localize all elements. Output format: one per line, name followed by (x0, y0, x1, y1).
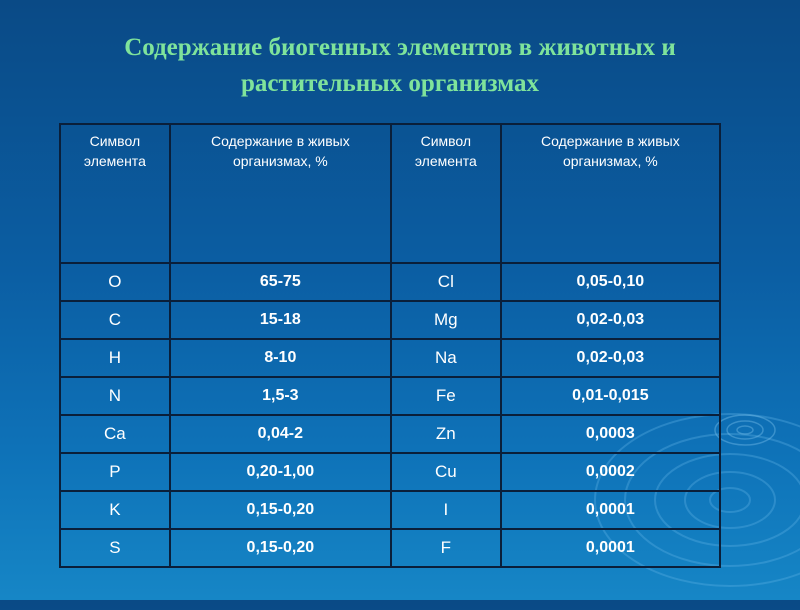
table-row (60, 415, 720, 453)
element-content: 0,0001 (501, 529, 720, 567)
element-content: 0,04-2 (170, 415, 391, 453)
header-content-1: Содержание в живых организмах, % (170, 124, 391, 263)
element-content: 0,20-1,00 (170, 453, 391, 491)
element-symbol: Ca (60, 415, 170, 453)
element-symbol: Zn (391, 415, 501, 453)
element-content: 0,0003 (501, 415, 720, 453)
element-content: 15-18 (170, 301, 391, 339)
table-header-row (60, 124, 720, 263)
table-row (60, 377, 720, 415)
table-row (60, 453, 720, 491)
element-content: 0,15-0,20 (170, 491, 391, 529)
slide-title (0, 30, 800, 102)
element-symbol: Na (391, 339, 501, 377)
biogenic-elements-table (59, 123, 721, 568)
table-row (60, 263, 720, 301)
element-content: 0,15-0,20 (170, 529, 391, 567)
element-symbol: K (60, 491, 170, 529)
table-row (60, 339, 720, 377)
element-symbol: Mg (391, 301, 501, 339)
element-content: 65-75 (170, 263, 391, 301)
slide-title-line-1: Содержание биогенных элементов в животных и (124, 34, 676, 61)
element-content: 1,5-3 (170, 377, 391, 415)
element-symbol: N (60, 377, 170, 415)
element-symbol: Cl (391, 263, 501, 301)
element-symbol: C (60, 301, 170, 339)
element-content: 0,0002 (501, 453, 720, 491)
header-content-2: Содержание в живых организмах, % (501, 124, 720, 263)
table-row (60, 301, 720, 339)
header-symbol-1: Символ элемента (60, 124, 170, 263)
element-content: 0,01-0,015 (501, 377, 720, 415)
element-symbol: S (60, 529, 170, 567)
element-content: 0,02-0,03 (501, 301, 720, 339)
table-row (60, 529, 720, 567)
element-content: 0,02-0,03 (501, 339, 720, 377)
element-symbol: I (391, 491, 501, 529)
slide-title-line-2: растительных организмах (240, 70, 540, 97)
header-symbol-2: Символ элемента (391, 124, 501, 263)
element-content: 0,05-0,10 (501, 263, 720, 301)
element-content: 0,0001 (501, 491, 720, 529)
element-symbol: O (60, 263, 170, 301)
element-symbol: Fe (391, 377, 501, 415)
table-row (60, 491, 720, 529)
element-symbol: H (60, 339, 170, 377)
element-content: 8-10 (170, 339, 391, 377)
element-symbol: F (391, 529, 501, 567)
element-symbol: Cu (391, 453, 501, 491)
element-symbol: P (60, 453, 170, 491)
